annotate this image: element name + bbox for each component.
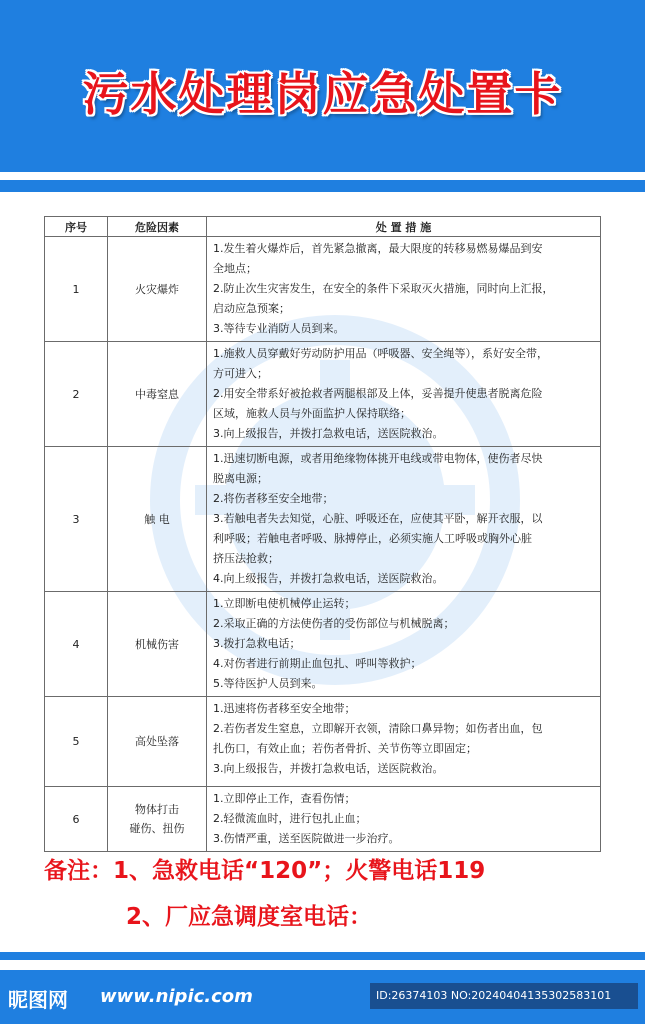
row-hazard: 触 电 bbox=[108, 447, 207, 592]
row-hazard bbox=[108, 787, 207, 852]
table-header-row bbox=[45, 217, 601, 237]
measure-line: 利呼吸；若触电者呼吸、脉搏停止，必须实施人工呼吸或胸外心脏 bbox=[213, 532, 532, 545]
row-num: 3 bbox=[45, 447, 108, 592]
table-row bbox=[45, 237, 601, 342]
row-measures bbox=[207, 787, 601, 852]
measure-line: 2.采取正确的方法使伤者的受伤部位与机械脱离； bbox=[213, 617, 455, 630]
measure-line: 2.轻微流血时，进行包扎止血； bbox=[213, 812, 367, 825]
measure-line: 4.向上级报告，并拨打急救电话，送医院救治。 bbox=[213, 572, 444, 585]
row-measures bbox=[207, 697, 601, 787]
measure-line: 2.若伤者发生窒息，立即解开衣领，清除口鼻异物；如伤者出血，包 bbox=[213, 722, 543, 735]
table-row bbox=[45, 787, 601, 852]
note-line-2: 2、厂应急调度室电话： bbox=[126, 904, 373, 930]
row-measures bbox=[207, 342, 601, 447]
measure-line: 3.若触电者失去知觉，心脏、呼吸还在，应使其平卧，解开衣服，以 bbox=[213, 512, 543, 525]
emergency-card-table bbox=[44, 216, 601, 852]
measure-line: 3.伤情严重，送至医院做进一步治疗。 bbox=[213, 832, 400, 845]
footer-id-label: ID:26374103 NO:20240404135302583101 bbox=[370, 983, 638, 1009]
row-num: 4 bbox=[45, 592, 108, 697]
measure-line: 3.拨打急救电话； bbox=[213, 637, 301, 650]
row-num: 5 bbox=[45, 697, 108, 787]
measure-line: 1.施救人员穿戴好劳动防护用品（呼吸器、安全绳等），系好安全带， bbox=[213, 347, 548, 360]
measure-line: 2.将伤者移至安全地带； bbox=[213, 492, 334, 505]
measure-line: 扎伤口，有效止血；若伤者骨折、关节伤等立即固定； bbox=[213, 742, 477, 755]
row-num: 6 bbox=[45, 787, 108, 852]
row-num: 2 bbox=[45, 342, 108, 447]
note-line-1: 备注：1、急救电话“120”；火警电话119 bbox=[44, 858, 486, 884]
measure-line: 挤压法抢救； bbox=[213, 552, 279, 565]
measure-line: 2.用安全带系好被抢救者两腿根部及上体，妥善提升使患者脱离危险 bbox=[213, 387, 543, 400]
header-num: 序号 bbox=[45, 217, 108, 237]
measure-line: 1.迅速将伤者移至安全地带； bbox=[213, 702, 356, 715]
row-hazard: 高处坠落 bbox=[108, 697, 207, 787]
hazard-line: 物体打击 bbox=[135, 803, 179, 816]
measure-line: 1.立即停止工作，查看伤情； bbox=[213, 792, 356, 805]
row-measures bbox=[207, 237, 601, 342]
header-measures: 处 置 措 施 bbox=[207, 217, 601, 237]
table-row bbox=[45, 697, 601, 787]
page-title: 污水处理岗应急处置卡 bbox=[82, 67, 563, 121]
row-hazard: 中毒窒息 bbox=[108, 342, 207, 447]
measure-line: 3.向上级报告，并拨打急救电话，送医院救治。 bbox=[213, 762, 444, 775]
measure-line: 3.等待专业消防人员到来。 bbox=[213, 322, 345, 335]
footer-logo: 昵图网 bbox=[8, 988, 68, 1012]
header-banner bbox=[0, 0, 645, 172]
measure-line: 脱离电源； bbox=[213, 472, 268, 485]
row-hazard: 机械伤害 bbox=[108, 592, 207, 697]
measure-line: 1.发生着火爆炸后，首先紧急撤离，最大限度的转移易燃易爆品到安 bbox=[213, 242, 543, 255]
header-hazard: 危险因素 bbox=[108, 217, 207, 237]
measure-line: 5.等待医护人员到来。 bbox=[213, 677, 323, 690]
measure-line: 启动应急预案； bbox=[213, 302, 290, 315]
table-row bbox=[45, 592, 601, 697]
header-stripe bbox=[0, 180, 645, 192]
measure-line: 2.防止次生灾害发生，在安全的条件下采取灭火措施，同时向上汇报， bbox=[213, 282, 554, 295]
footer-bar bbox=[0, 970, 645, 1024]
measure-line: 1.迅速切断电源，或者用绝缘物体挑开电线或带电物体，使伤者尽快 bbox=[213, 452, 543, 465]
measure-line: 1.立即断电使机械停止运转； bbox=[213, 597, 356, 610]
row-measures bbox=[207, 592, 601, 697]
row-hazard: 火灾爆炸 bbox=[108, 237, 207, 342]
row-measures bbox=[207, 447, 601, 592]
measure-line: 全地点； bbox=[213, 262, 257, 275]
measure-line: 区域，施救人员与外面监护人保持联络； bbox=[213, 407, 411, 420]
footer-stripe bbox=[0, 952, 645, 960]
row-num: 1 bbox=[45, 237, 108, 342]
measure-line: 4.对伤者进行前期止血包扎、呼叫等救护； bbox=[213, 657, 422, 670]
table-row bbox=[45, 447, 601, 592]
table-row bbox=[45, 342, 601, 447]
footer-site-link[interactable]: www.nipic.com bbox=[100, 986, 253, 1007]
hazard-line: 碰伤、扭伤 bbox=[129, 822, 185, 835]
measure-line: 3.向上级报告，并拨打急救电话，送医院救治。 bbox=[213, 427, 444, 440]
measure-line: 方可进入； bbox=[213, 367, 268, 380]
